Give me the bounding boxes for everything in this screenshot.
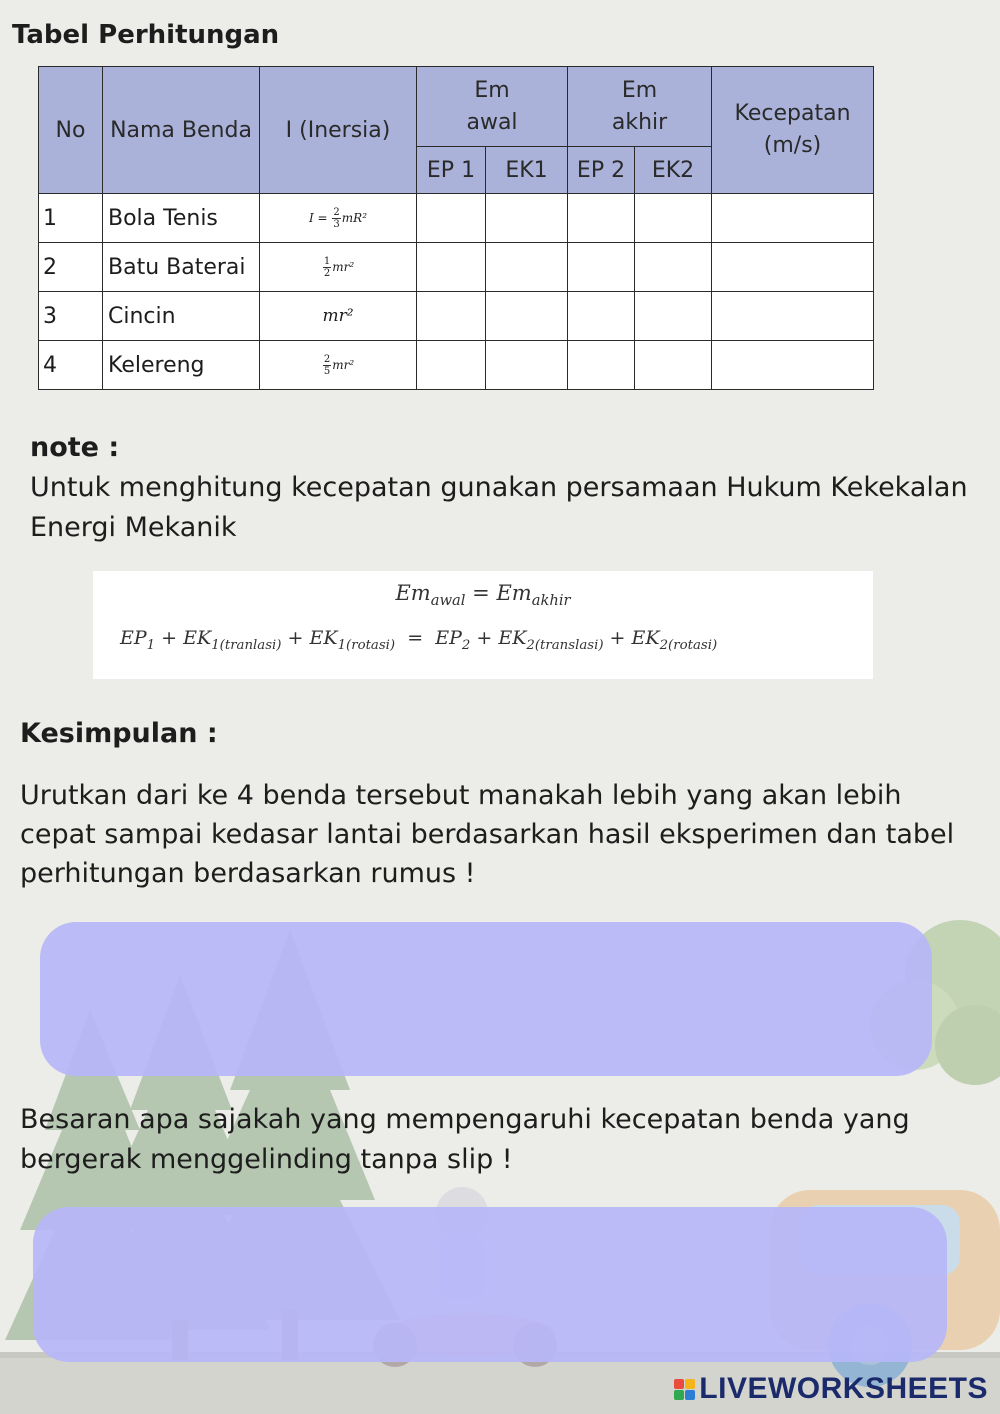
note-text: Untuk menghitung kecepatan gunakan persamaan Hukum Kekekalan Energi Mekanik xyxy=(30,472,968,543)
answer-cell-ek1[interactable] xyxy=(486,341,568,390)
answer-cell-ep1[interactable] xyxy=(417,194,486,243)
eq-term: EP xyxy=(120,627,147,649)
eq-subscript: 1 xyxy=(146,637,156,653)
answer-cell-ep1[interactable] xyxy=(417,292,486,341)
answer-cell-kecepatan[interactable] xyxy=(712,341,874,390)
page-title: Tabel Perhitungan xyxy=(12,20,280,50)
eq-operator: + xyxy=(281,627,310,649)
eq-subscript: 2(rotasi) xyxy=(659,637,718,653)
object-name: Kelereng xyxy=(103,341,260,390)
liveworksheets-logo xyxy=(674,1372,988,1406)
header-ep1: EP 1 xyxy=(417,147,486,194)
answer-cell-ep1[interactable] xyxy=(417,243,486,292)
note-label: note : xyxy=(30,432,120,463)
header-inersia: I (Inersia) xyxy=(260,67,417,194)
row-number: 2 xyxy=(39,243,103,292)
answer-cell-kecepatan[interactable] xyxy=(712,194,874,243)
fraction-denominator: 3 xyxy=(333,218,340,230)
brand-square xyxy=(685,1379,695,1389)
inertia-formula xyxy=(260,341,417,390)
eq-subscript: 1(tranlasi) xyxy=(211,637,282,653)
inertia-formula xyxy=(260,243,417,292)
answer-cell-ek1[interactable] xyxy=(486,292,568,341)
header-no: No xyxy=(39,67,103,194)
header-ek2: EK2 xyxy=(635,147,712,194)
formula-prefix: I = xyxy=(308,210,332,225)
header-nama-benda: Nama Benda xyxy=(103,67,260,194)
eq-operator: = xyxy=(395,627,436,649)
formula-fraction xyxy=(323,354,331,377)
table-row xyxy=(39,194,874,243)
brand-square xyxy=(685,1390,695,1400)
question-2: Besaran apa sajakah yang mempengaruhi kecepatan benda yang bergerak menggelinding tanpa slip ! xyxy=(20,1104,910,1175)
kesimpulan-label: Kesimpulan : xyxy=(20,718,218,749)
eq-term: EP xyxy=(435,627,462,649)
fraction-numerator: 1 xyxy=(323,255,331,267)
formula-suffix: mR² xyxy=(341,210,368,225)
table-row xyxy=(39,292,874,341)
formula-fraction xyxy=(332,207,340,230)
answer-cell-ek1[interactable] xyxy=(486,194,568,243)
object-name: Cincin xyxy=(103,292,260,341)
eq-term: Em xyxy=(395,581,431,605)
fraction-denominator: 5 xyxy=(323,365,331,377)
header-em-akhir: Em akhir xyxy=(568,67,712,147)
answer-cell-ep1[interactable] xyxy=(417,341,486,390)
fraction-numerator: 2 xyxy=(333,206,340,218)
formula-suffix: mr² xyxy=(332,259,355,274)
answer-cell-ep2[interactable] xyxy=(568,243,635,292)
formula-suffix: mr² xyxy=(332,357,355,372)
table-row xyxy=(39,243,874,292)
answer-cell-ek2[interactable] xyxy=(635,292,712,341)
header-ep2: EP 2 xyxy=(568,147,635,194)
eq-term: EK xyxy=(498,627,527,649)
answer-cell-ek1[interactable] xyxy=(486,243,568,292)
row-number: 4 xyxy=(39,341,103,390)
calculation-table xyxy=(38,66,874,390)
row-number: 3 xyxy=(39,292,103,341)
object-name: Batu Baterai xyxy=(103,243,260,292)
formula-fraction xyxy=(323,256,331,279)
brand-grid-icon xyxy=(674,1379,695,1400)
inertia-formula xyxy=(260,194,417,243)
eq-subscript: awal xyxy=(430,592,466,610)
equation-line-2 xyxy=(120,627,717,653)
answer-cell-ek2[interactable] xyxy=(635,341,712,390)
eq-subscript: 2(translasi) xyxy=(526,637,604,653)
eq-term: EK xyxy=(183,627,212,649)
answer-cell-ep2[interactable] xyxy=(568,292,635,341)
fraction-numerator: 2 xyxy=(323,353,331,365)
header-kecepatan: Kecepatan (m/s) xyxy=(712,67,874,194)
eq-operator: + xyxy=(155,627,184,649)
answer-cell-kecepatan[interactable] xyxy=(712,243,874,292)
eq-subscript: 2 xyxy=(461,637,471,653)
header-ek1: EK1 xyxy=(486,147,568,194)
answer-cell-ek2[interactable] xyxy=(635,243,712,292)
answer-box-2[interactable] xyxy=(33,1207,947,1362)
answer-cell-ep2[interactable] xyxy=(568,341,635,390)
fraction-denominator: 2 xyxy=(323,267,331,279)
header-em-awal: Em awal xyxy=(417,67,568,147)
answer-cell-kecepatan[interactable] xyxy=(712,292,874,341)
brand-text: LIVEWORKSHEETS xyxy=(699,1372,988,1405)
eq-subscript: 1(rotasi) xyxy=(337,637,396,653)
inertia-formula: mr² xyxy=(260,292,417,341)
question-1: Urutkan dari ke 4 benda tersebut manakah lebih yang akan lebih cepat sampai kedasar lantai berdasarkan hasil eksperimen dan tabel perhitungan berdasarkan rumus ! xyxy=(20,780,955,889)
brand-square xyxy=(674,1390,684,1400)
eq-term: EK xyxy=(309,627,338,649)
answer-cell-ep2[interactable] xyxy=(568,194,635,243)
eq-term: EK xyxy=(631,627,660,649)
answer-cell-ek2[interactable] xyxy=(635,194,712,243)
answer-box-1[interactable] xyxy=(40,922,932,1076)
energy-equation-box xyxy=(93,571,873,679)
eq-term: Em xyxy=(496,581,532,605)
eq-operator: + xyxy=(470,627,499,649)
brand-square xyxy=(674,1379,684,1389)
equation-line-1 xyxy=(93,581,873,609)
eq-operator: + xyxy=(603,627,632,649)
row-number: 1 xyxy=(39,194,103,243)
eq-operator: = xyxy=(465,581,497,605)
table-row xyxy=(39,341,874,390)
object-name: Bola Tenis xyxy=(103,194,260,243)
eq-subscript: akhir xyxy=(531,592,571,610)
